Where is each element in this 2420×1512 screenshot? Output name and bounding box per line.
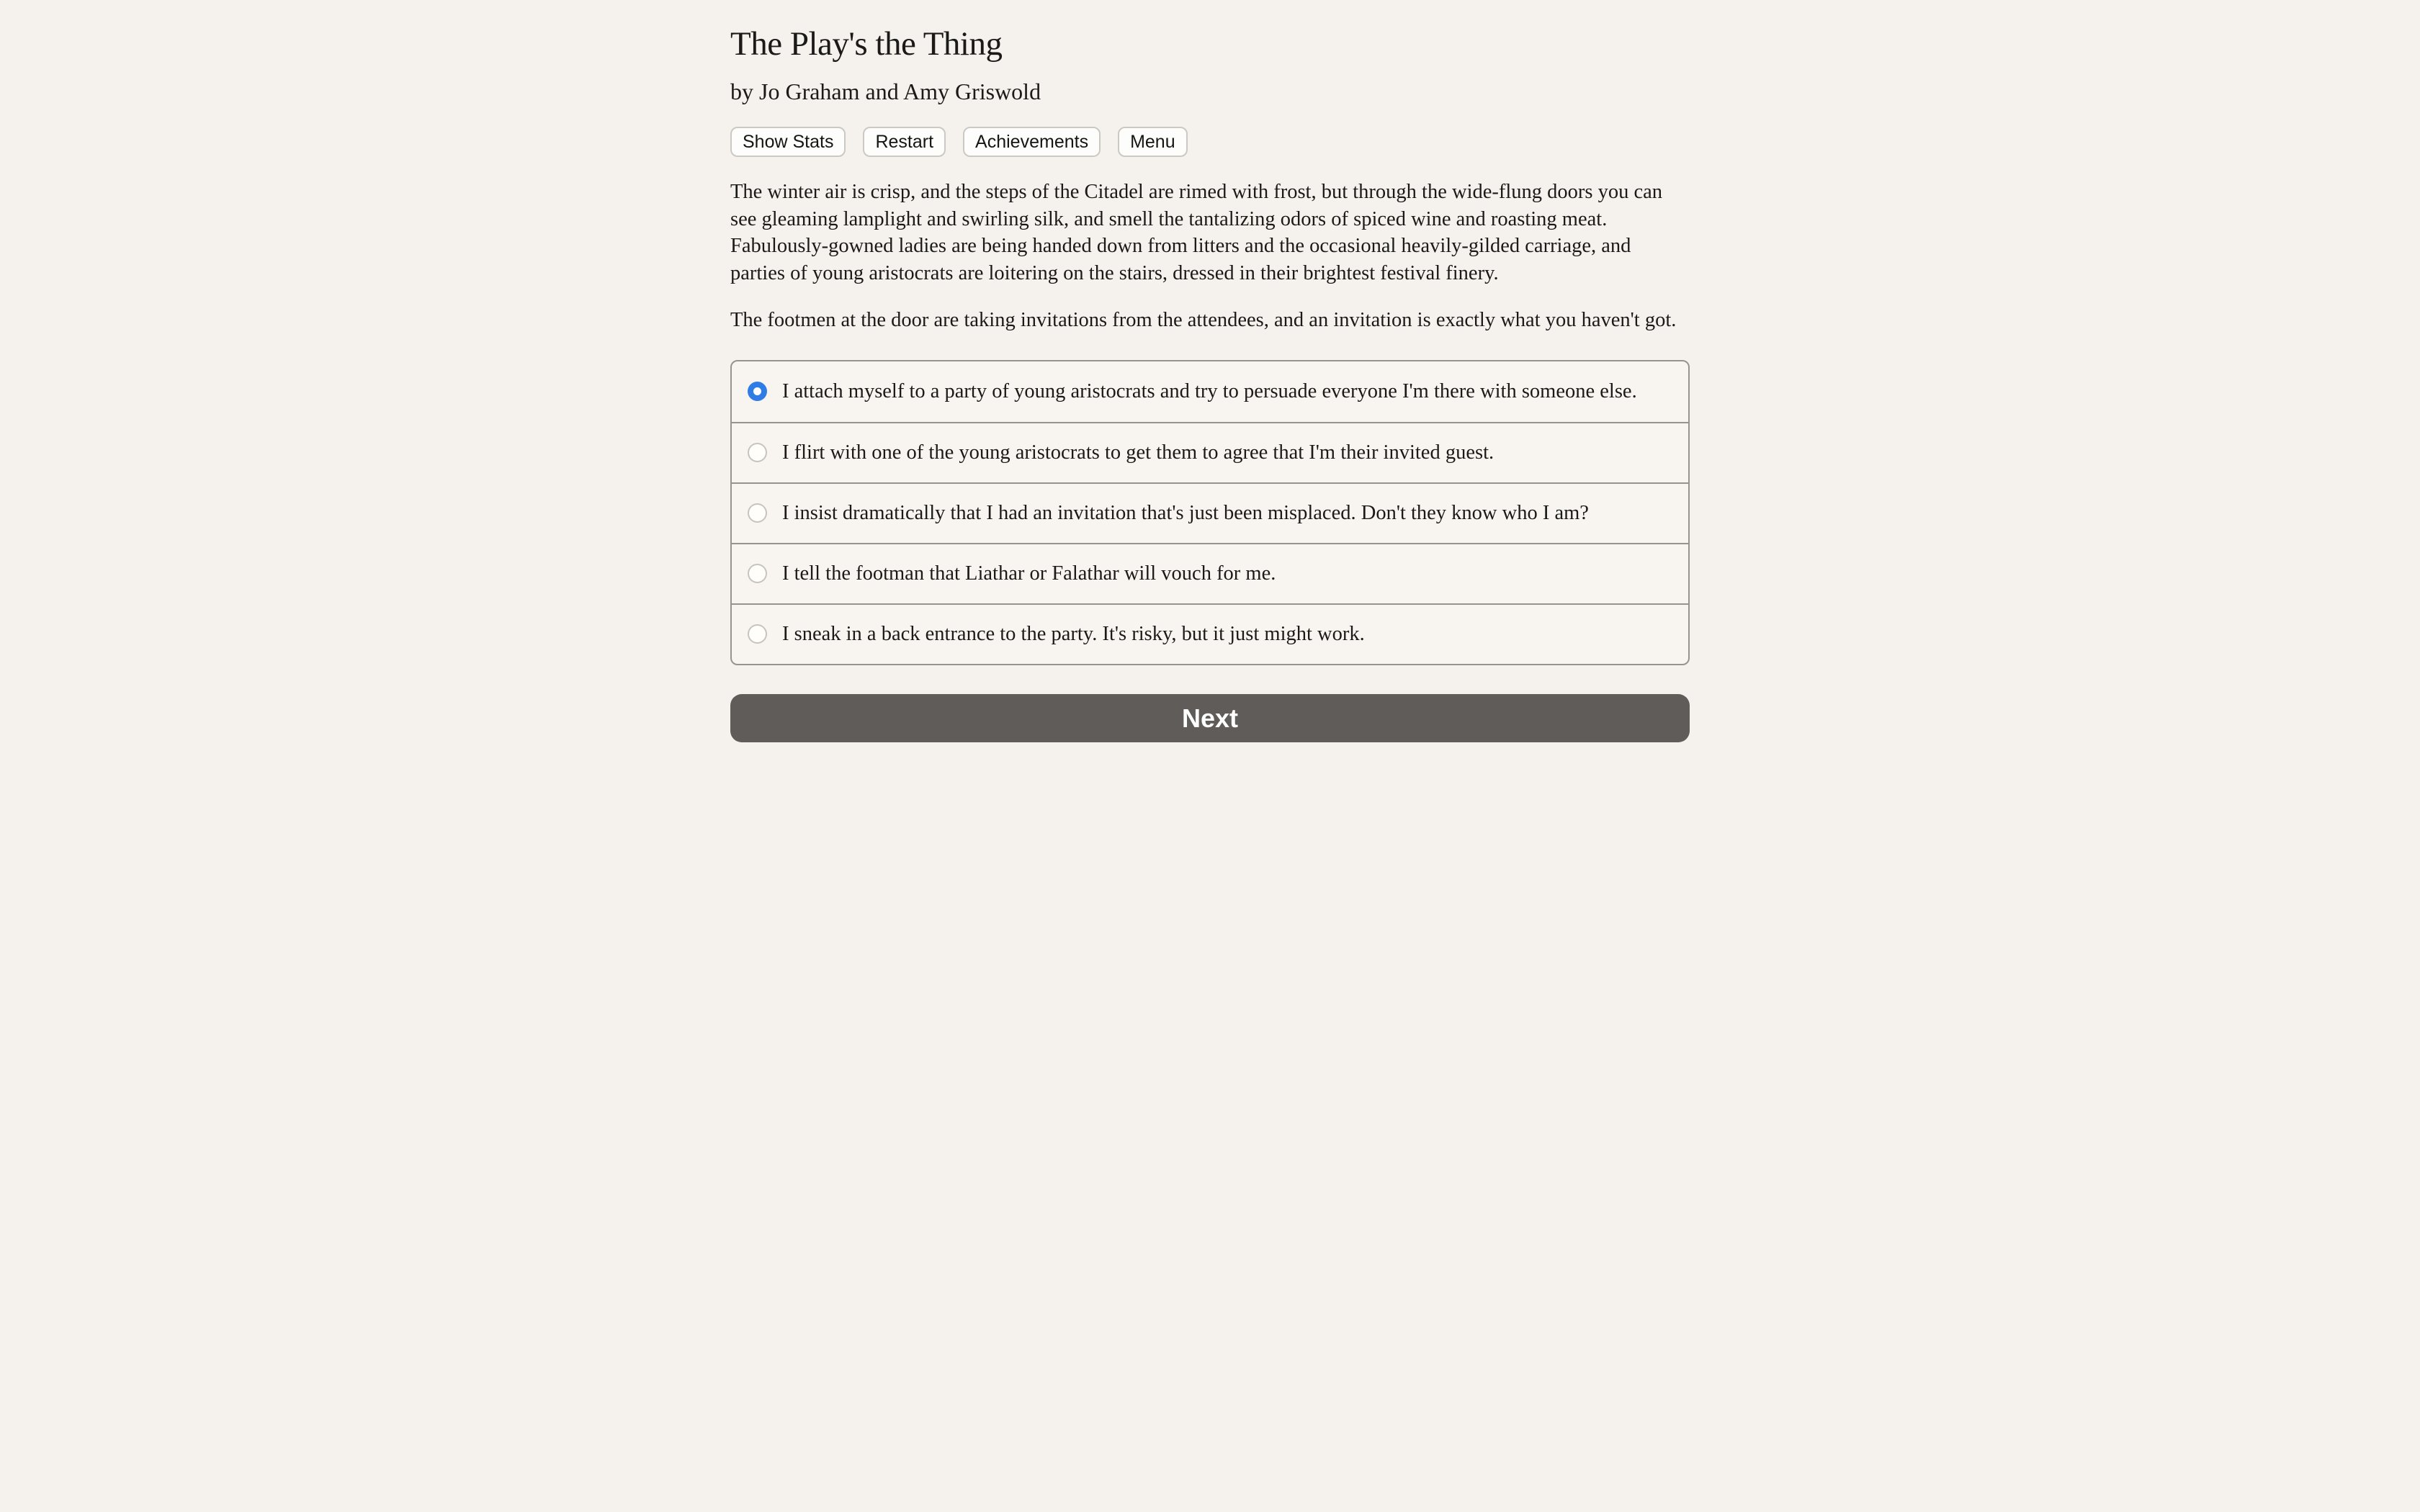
radio-button-icon[interactable]: [748, 503, 767, 523]
choice-label: I tell the footman that Liathar or Falathar will vouch for me.: [782, 562, 1276, 585]
choice-label: I sneak in a back entrance to the party. It's risky, but it just might work.: [782, 623, 1365, 646]
choice-label: I flirt with one of the young aristocrats to get them to agree that I'm their invited guest.: [782, 441, 1494, 464]
choice-label: I attach myself to a party of young aristocrats and try to persuade everyone I'm there with someone else.: [782, 380, 1637, 403]
choice-option-1[interactable]: [732, 361, 1688, 422]
show-stats-button[interactable]: Show Stats: [730, 127, 846, 157]
menu-button[interactable]: Menu: [1118, 127, 1188, 157]
choice-option-2[interactable]: [732, 422, 1688, 482]
radio-button-icon[interactable]: [748, 443, 767, 462]
story-paragraph-1: The winter air is crisp, and the steps of the Citadel are rimed with frost, but through the wide-flung doors you can see gleaming lamplight and swirling silk, and smell the tantalizing odors of spiced wine and roasting meat. Fabulously-gowned ladies are being handed down from litters and the occasional heavily-gilded carriage, and parties of young aristocrats are loitering on the stairs, dressed in their brightest festival finery.: [730, 181, 1663, 284]
page-title: The Play's the Thing: [730, 25, 1003, 63]
story-page: [730, 0, 1690, 742]
next-button[interactable]: Next: [730, 694, 1690, 742]
choice-option-3[interactable]: [732, 482, 1688, 543]
radio-button-icon[interactable]: [748, 564, 767, 583]
choice-label: I insist dramatically that I had an invitation that's just been misplaced. Don't they know who I am?: [782, 502, 1589, 525]
radio-button-icon[interactable]: [748, 624, 767, 644]
toolbar: [730, 127, 1690, 157]
story-paragraph-2: The footmen at the door are taking invitations from the attendees, and an invitation is exactly what you haven't got.: [730, 309, 1677, 332]
restart-button[interactable]: Restart: [863, 127, 946, 157]
byline: by Jo Graham and Amy Griswold: [730, 78, 1041, 105]
achievements-button[interactable]: Achievements: [963, 127, 1101, 157]
choice-option-5[interactable]: [732, 603, 1688, 664]
choice-list: [730, 360, 1690, 665]
radio-button-icon[interactable]: [748, 382, 767, 401]
choice-option-4[interactable]: [732, 543, 1688, 603]
